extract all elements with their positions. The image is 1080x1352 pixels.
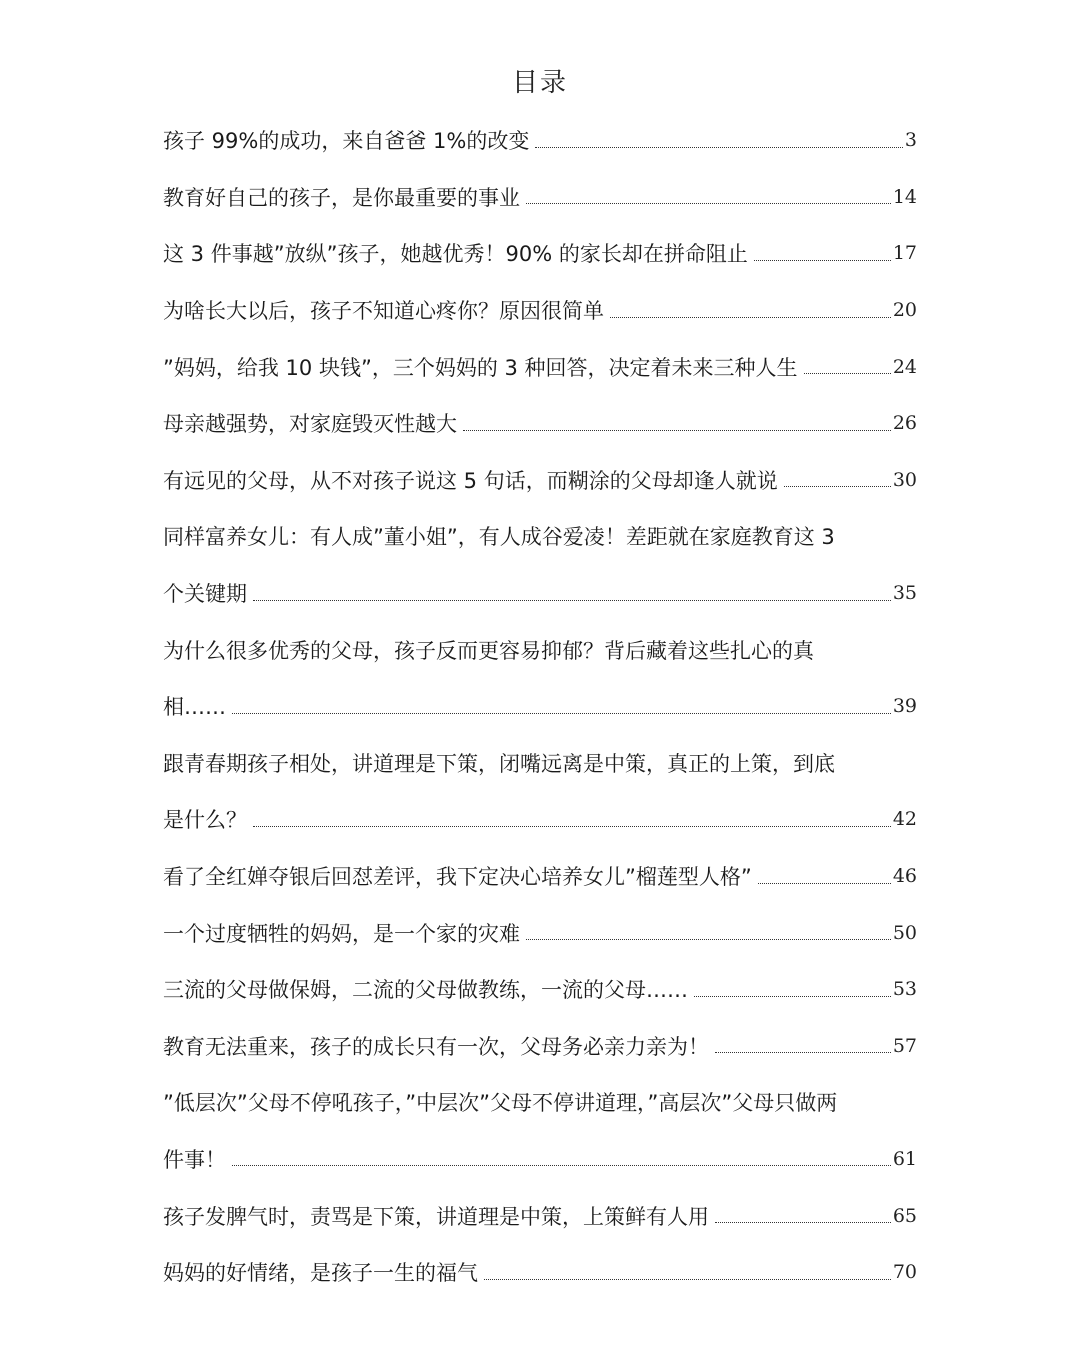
- dot-leader: [610, 317, 891, 318]
- dot-leader: [804, 373, 891, 374]
- dot-leader: [463, 430, 891, 431]
- toc-entry-line[interactable]: [163, 282, 917, 339]
- dot-leader: [253, 600, 891, 601]
- toc-page-number: 3: [904, 129, 917, 152]
- toc-entry-line[interactable]: [163, 1018, 917, 1075]
- dot-leader: [535, 147, 903, 148]
- toc-page-number: 39: [892, 695, 917, 718]
- toc-entry-text: 件事！: [163, 1147, 226, 1172]
- toc-entry-text: 教育无法重来，孩子的成长只有一次，父母务必亲力亲为！: [163, 1034, 709, 1059]
- toc-entry-text: 教育好自己的孩子，是你最重要的事业: [163, 185, 520, 210]
- toc-entry-line[interactable]: [163, 395, 917, 452]
- toc-entry-text: 为啥长大以后，孩子不知道心疼你？原因很简单: [163, 299, 604, 324]
- dot-leader: [253, 826, 891, 827]
- toc-entry-text: 孩子发脾气时，责骂是下策，讲道理是中策，上策鲜有人用: [163, 1204, 709, 1229]
- toc-entry-text: ”低层次”父母不停吼孩子，”中层次”父母不停讲道理，”高层次”父母只做两: [163, 1091, 838, 1116]
- toc-entry-line[interactable]: [163, 904, 917, 961]
- toc-entry-line[interactable]: [163, 791, 917, 848]
- toc-entry-text: 妈妈的好情绪，是孩子一生的福气: [163, 1261, 478, 1286]
- toc-entry-text: 跟青春期孩子相处，讲道理是下策，闭嘴远离是中策，真正的上策，到底: [163, 751, 835, 776]
- toc-entry-text: ”妈妈，给我 10 块钱”，三个妈妈的 3 种回答，决定着未来三种人生: [163, 355, 798, 380]
- toc-entry-line[interactable]: [163, 225, 917, 282]
- toc-entry-line[interactable]: [163, 169, 917, 226]
- toc-entry-line[interactable]: [163, 338, 917, 395]
- toc-page-number: 57: [892, 1034, 917, 1057]
- toc-entry-text: 看了全红婵夺银后回怼差评，我下定决心培养女儿”榴莲型人格”: [163, 865, 752, 890]
- toc-page-number: 35: [892, 582, 917, 605]
- toc-entry-line[interactable]: [163, 848, 917, 905]
- dot-leader: [526, 203, 891, 204]
- toc-entry-line[interactable]: [163, 735, 917, 792]
- toc-page-number: 24: [892, 355, 917, 378]
- toc-entry-text: 孩子 99%的成功，来自爸爸 1%的改变: [163, 129, 530, 154]
- toc-entry-line[interactable]: [163, 508, 917, 565]
- toc-entry-line[interactable]: [163, 452, 917, 509]
- toc-entry-text: 这 3 件事越”放纵”孩子，她越优秀！90% 的家长却在拼命阻止: [163, 242, 748, 267]
- toc-title: 目录: [511, 68, 568, 98]
- toc-entry-line[interactable]: [163, 1187, 917, 1244]
- toc-page-number: 70: [892, 1261, 917, 1284]
- toc-entry-text: 一个过度牺牲的妈妈，是一个家的灾难: [163, 921, 520, 946]
- toc-entry-line[interactable]: [163, 112, 917, 169]
- dot-leader: [526, 939, 891, 940]
- toc-page-number: 26: [892, 412, 917, 435]
- dot-leader: [784, 486, 891, 487]
- toc-entry-text: 是什么？: [163, 808, 247, 833]
- dot-leader: [758, 883, 891, 884]
- dot-leader: [484, 1279, 891, 1280]
- toc-page-number: 46: [892, 865, 917, 888]
- toc-entry-text: 为什么很多优秀的父母，孩子反而更容易抑郁？背后藏着这些扎心的真: [163, 638, 814, 663]
- dot-leader: [715, 1222, 891, 1223]
- toc-page-number: 14: [892, 185, 917, 208]
- toc-entry-line[interactable]: [163, 1074, 917, 1131]
- toc-entry-line[interactable]: [163, 621, 917, 678]
- toc-page-number: 20: [892, 299, 917, 322]
- toc-entry-line[interactable]: [163, 678, 917, 735]
- dot-leader: [694, 996, 891, 997]
- toc-page-number: 50: [892, 921, 917, 944]
- toc-page-number: 17: [892, 242, 917, 265]
- toc-entry-line[interactable]: [163, 565, 917, 622]
- toc-entry-text: 同样富养女儿：有人成”董小姐”，有人成谷爱凌！差距就在家庭教育这 3: [163, 525, 835, 550]
- toc-entry-text: 个关键期: [163, 582, 247, 607]
- table-of-contents: [163, 112, 917, 1300]
- dot-leader: [715, 1052, 891, 1053]
- toc-entry-line[interactable]: [163, 1131, 917, 1188]
- toc-page-number: 65: [892, 1204, 917, 1227]
- toc-page-number: 42: [892, 808, 917, 831]
- toc-entry-text: 相……: [163, 695, 226, 720]
- dot-leader: [232, 713, 891, 714]
- toc-entry-text: 有远见的父母，从不对孩子说这 5 句话，而糊涂的父母却逢人就说: [163, 468, 778, 493]
- toc-entry-text: 母亲越强势，对家庭毁灭性越大: [163, 412, 457, 437]
- toc-entry-text: 三流的父母做保姆，二流的父母做教练，一流的父母……: [163, 978, 688, 1003]
- toc-page-number: 61: [892, 1147, 917, 1170]
- toc-entry-line[interactable]: [163, 961, 917, 1018]
- toc-page-number: 30: [892, 468, 917, 491]
- dot-leader: [754, 260, 891, 261]
- toc-page-number: 53: [892, 978, 917, 1001]
- toc-entry-line[interactable]: [163, 1244, 917, 1301]
- dot-leader: [232, 1165, 891, 1166]
